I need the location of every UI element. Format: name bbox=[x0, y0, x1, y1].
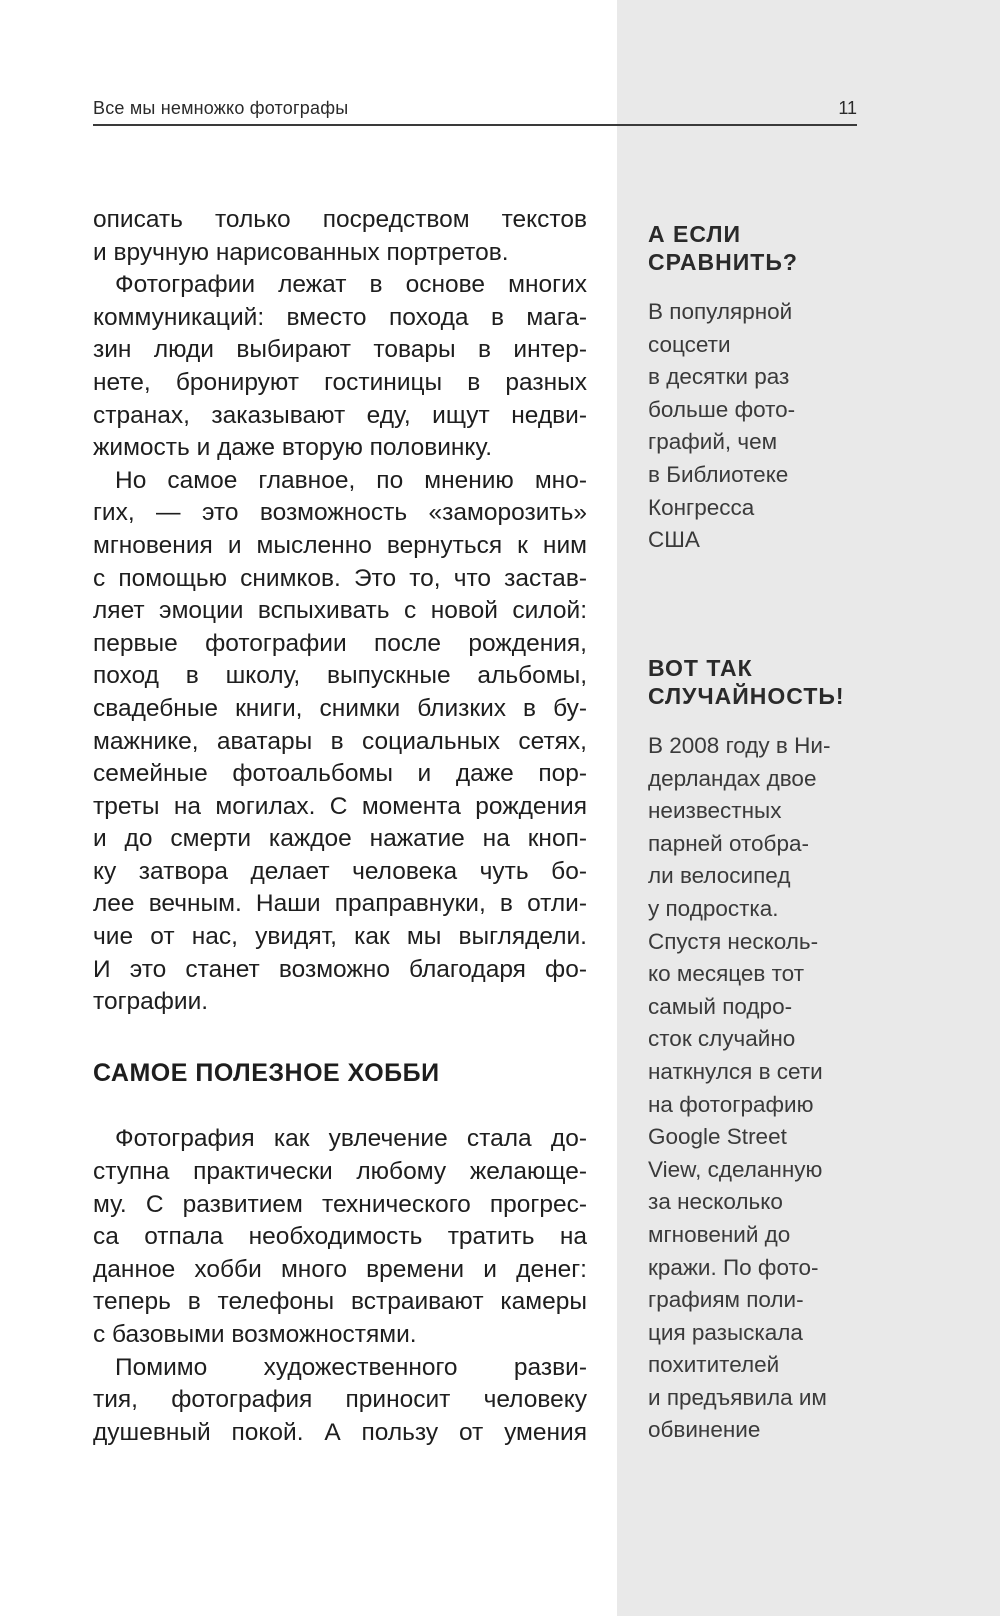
sidebar-line: у подростка. bbox=[648, 895, 779, 921]
sidebar-line: графиям поли- bbox=[648, 1287, 804, 1313]
sidebar-line: кражи. По фото- bbox=[648, 1254, 819, 1280]
sidebar-line: Google Street bbox=[648, 1124, 787, 1150]
paragraph-4 bbox=[93, 1123, 587, 1351]
sidebar-line: ли велосипед bbox=[648, 863, 791, 889]
text-line: тографии. bbox=[93, 988, 209, 1016]
sidebar-box-heading bbox=[648, 220, 868, 276]
text-line: му. С развитием технического прогрес- bbox=[93, 1190, 587, 1218]
text-line: И это станет возможно благодаря фо- bbox=[93, 955, 587, 983]
sidebar-line: и предъявила им bbox=[648, 1384, 827, 1410]
sidebar-line: графий, чем bbox=[648, 429, 778, 455]
text-line: зин люди выбирают товары в интер- bbox=[93, 336, 587, 364]
sidebar-line: США bbox=[648, 527, 700, 553]
running-header-title: Все мы немножко фотографы bbox=[93, 98, 349, 118]
text-line: описать только посредством текстов bbox=[93, 206, 587, 233]
sidebar-line: В 2008 году в Ни- bbox=[648, 733, 831, 758]
text-line: поход в школу, выпускные альбомы, bbox=[93, 662, 587, 690]
sidebar-line: больше фото- bbox=[648, 396, 796, 422]
text-line: Фотография как увлечение стала до- bbox=[115, 1125, 587, 1153]
sidebar-line: парней отобра- bbox=[648, 830, 809, 856]
text-line: Помимо художественного разви- bbox=[115, 1353, 587, 1381]
text-line: странах, заказывают еду, ищут недви- bbox=[93, 401, 587, 429]
sidebar-line: мгновений до bbox=[648, 1221, 791, 1247]
heading-line: СРАВНИТЬ? bbox=[648, 249, 798, 275]
text-line: са отпала необходимость тратить на bbox=[93, 1223, 587, 1251]
sidebar-box-comparison bbox=[648, 220, 868, 557]
text-line: с помощью снимков. Это то, что застав- bbox=[93, 564, 587, 592]
sidebar-line: в десятки раз bbox=[648, 364, 790, 390]
sidebar-line: похитителей bbox=[648, 1352, 780, 1378]
heading-line: А ЕСЛИ bbox=[648, 221, 742, 247]
sidebar-line: View, сделанную bbox=[648, 1156, 823, 1182]
sidebar-line: В популярной bbox=[648, 299, 793, 324]
text-line: чие от нас, увидят, как мы выглядели. bbox=[93, 923, 587, 951]
sidebar-box-coincidence bbox=[648, 654, 868, 1447]
section-heading: САМОЕ ПОЛЕЗНОЕ ХОББИ bbox=[93, 1058, 440, 1087]
sidebar-line: обвинение bbox=[648, 1417, 761, 1443]
text-line: ступна практически любому желающе- bbox=[93, 1158, 587, 1186]
text-line: данное хобби много времени и денег: bbox=[93, 1255, 587, 1283]
text-line: ку затвора делает человека чуть бо- bbox=[93, 857, 587, 885]
paragraph-2 bbox=[93, 269, 587, 465]
text-line: лее вечным. Наши праправнуки, в отли- bbox=[93, 890, 587, 918]
text-line: нете, бронируют гостиницы в разных bbox=[93, 368, 587, 396]
text-line: ляет эмоции вспыхивать с новой силой: bbox=[93, 597, 587, 625]
text-line: душевный покой. А пользу от умения bbox=[93, 1418, 587, 1446]
main-text-column bbox=[93, 204, 587, 1449]
sidebar-line: наткнулся в сети bbox=[648, 1058, 823, 1084]
text-line: с базовыми возможностями. bbox=[93, 1321, 417, 1348]
paragraph-3 bbox=[93, 465, 587, 1019]
sidebar-line: за несколько bbox=[648, 1189, 783, 1215]
sidebar-line: на фотографию bbox=[648, 1091, 814, 1117]
text-line: треты на могилах. С момента рождения bbox=[93, 792, 587, 820]
text-line: гих, — это возможность «заморозить» bbox=[93, 499, 587, 527]
sidebar-line: соцсети bbox=[648, 331, 731, 357]
sidebar-line: самый подро- bbox=[648, 993, 793, 1019]
sidebar-line: Спустя несколь- bbox=[648, 928, 819, 954]
text-line: и до смерти каждое нажатие на кноп- bbox=[93, 825, 587, 853]
sidebar-box-heading bbox=[648, 654, 868, 710]
paragraph-1 bbox=[93, 204, 587, 269]
paragraph-5 bbox=[93, 1352, 587, 1450]
text-line: первые фотографии после рождения, bbox=[93, 629, 587, 657]
sidebar-line: ко месяцев тот bbox=[648, 961, 805, 987]
text-line: мажнике, аватары в социальных сетях, bbox=[93, 727, 587, 755]
text-line: Фотографии лежат в основе многих bbox=[115, 271, 587, 299]
text-line: семейные фотоальбомы и даже пор- bbox=[93, 760, 587, 788]
text-line: коммуникаций: вместо похода в мага- bbox=[93, 303, 587, 331]
text-line: и вручную нарисованных портретов. bbox=[93, 238, 509, 266]
text-line: тия, фотография приносит человеку bbox=[93, 1386, 587, 1414]
sidebar-line: в Библиотеке bbox=[648, 461, 789, 487]
text-line: мгновения и мысленно вернуться к ним bbox=[93, 531, 587, 559]
text-line: свадебные книги, снимки близких в бу- bbox=[93, 694, 587, 722]
sidebar-line: Конгресса bbox=[648, 494, 755, 520]
page-number: 11 bbox=[838, 98, 857, 118]
text-line: Но самое главное, по мнению мно- bbox=[115, 466, 587, 494]
text-line: жимость и даже вторую половинку. bbox=[93, 434, 493, 462]
heading-line: СЛУЧАЙНОСТЬ! bbox=[648, 683, 845, 709]
sidebar-line: ция разыскала bbox=[648, 1319, 803, 1345]
sidebar-line: дерландах двое bbox=[648, 765, 817, 791]
text-line: теперь в телефоны встраивают камеры bbox=[93, 1288, 587, 1316]
heading-line: ВОТ ТАК bbox=[648, 655, 753, 681]
running-header bbox=[93, 96, 857, 126]
sidebar-line: сток случайно bbox=[648, 1026, 796, 1052]
sidebar-line: неизвестных bbox=[648, 798, 782, 824]
